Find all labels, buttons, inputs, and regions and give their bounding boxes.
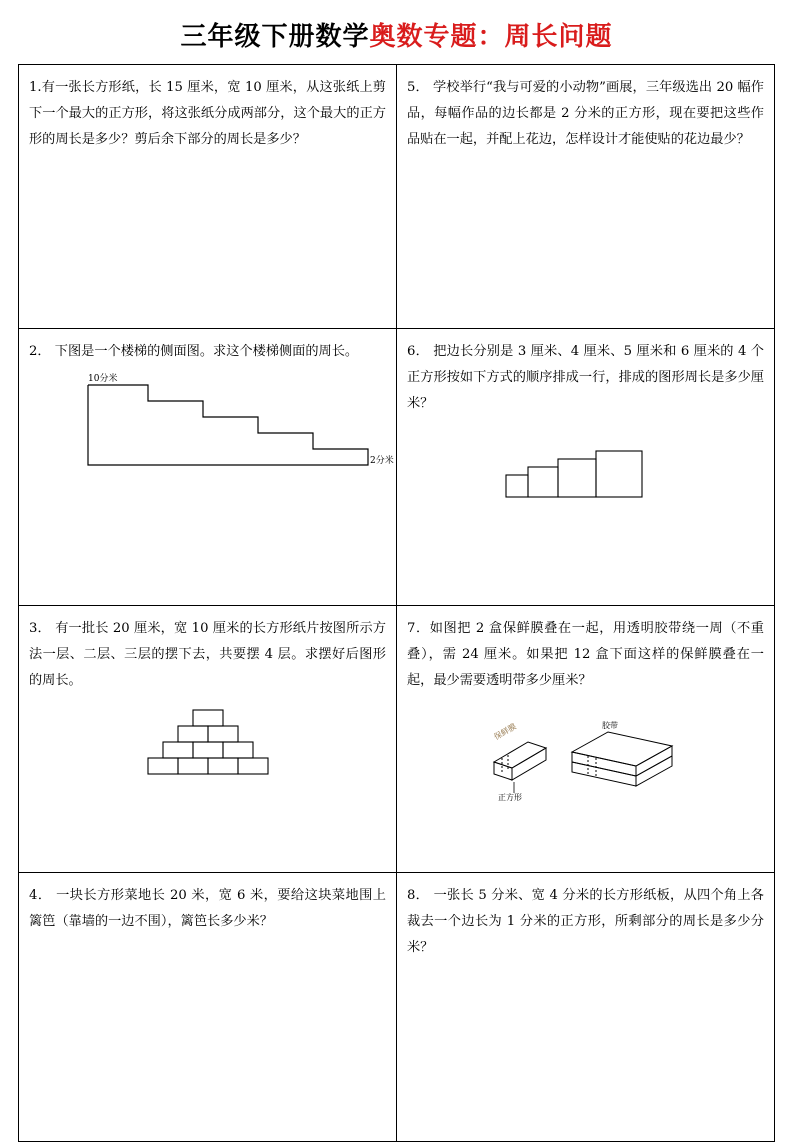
questions-table — [18, 64, 775, 1142]
question-text: 6． 把边长分别是 3 厘米、4 厘米、5 厘米和 6 厘米的 4 个正方形按如下方式的顺序排成一行，排成的图形周长是多少厘米？ — [407, 344, 764, 411]
question-cell-4 — [19, 873, 397, 1142]
staircase-label-top: 10分米 — [87, 374, 117, 384]
label-square: 正方形 — [497, 793, 522, 802]
question-cell-1 — [19, 65, 397, 329]
question-text: 5． 学校举行“我与可爱的小动物”画展，三年级选出 20 幅作品，每幅作品的边长都是 2 分米的正方形，现在要把这些作品贴在一起，并配上花边，怎样设计才能使贴的花边最少？ — [407, 80, 764, 147]
question-cell-3 — [19, 606, 397, 873]
table-row — [19, 329, 775, 606]
page-title-red-part: 奥数专题：周长问题 — [369, 22, 613, 52]
question-cell-7 — [397, 606, 775, 873]
label-plastic-wrap: 保鲜膜 — [492, 721, 518, 742]
question-cell-5 — [397, 65, 775, 329]
question-text: 4． 一块长方形菜地长 20 米，宽 6 米，要给这块菜地围上篱笆（靠墙的一边不围），篱笆长多少米？ — [29, 888, 386, 929]
table-row — [19, 606, 775, 873]
staircase-label-right: 2分米 — [369, 456, 394, 466]
table-row — [19, 873, 775, 1142]
question-text: 8． 一张长 5 分米、宽 4 分米的长方形纸板，从四个角上各裁去一个边长为 1 分米的正方形，所剩部分的周长是多少分米？ — [407, 888, 764, 955]
question-text: 7．如图把 2 盒保鲜膜叠在一起，用透明胶带绕一周（不重叠），需 24 厘米。如果把 12 盒下面这样的保鲜膜叠在一起，最少需要透明带多少厘米？ — [407, 621, 764, 688]
table-row — [19, 65, 775, 329]
staircase-figure — [29, 371, 394, 485]
question-text: 3． 有一批长 20 厘米，宽 10 厘米的长方形纸片按图所示方法一层、二层、三层的摆下去，共要摆 4 层。求摆好后图形的周长。 — [29, 621, 386, 688]
question-text: 2． 下图是一个楼梯的侧面图。求这个楼梯侧面的周长。 — [29, 344, 359, 359]
question-cell-6 — [397, 329, 775, 606]
brick-stack-figure — [29, 700, 386, 790]
label-tape: 胶带 — [601, 721, 618, 730]
question-text: 1.有一张长方形纸，长 15 厘米，宽 10 厘米，从这张纸上剪下一个最大的正方形，将这张纸分成两部分，这个最大的正方形的周长是多少？剪后余下部分的周长是多少？ — [29, 80, 386, 147]
four-squares-figure — [407, 423, 764, 507]
question-cell-8 — [397, 873, 775, 1142]
plastic-wrap-boxes-figure — [407, 700, 764, 814]
question-cell-2 — [19, 329, 397, 606]
page-title-black-part: 三年级下册数学 — [180, 22, 370, 52]
page-title — [18, 20, 775, 54]
